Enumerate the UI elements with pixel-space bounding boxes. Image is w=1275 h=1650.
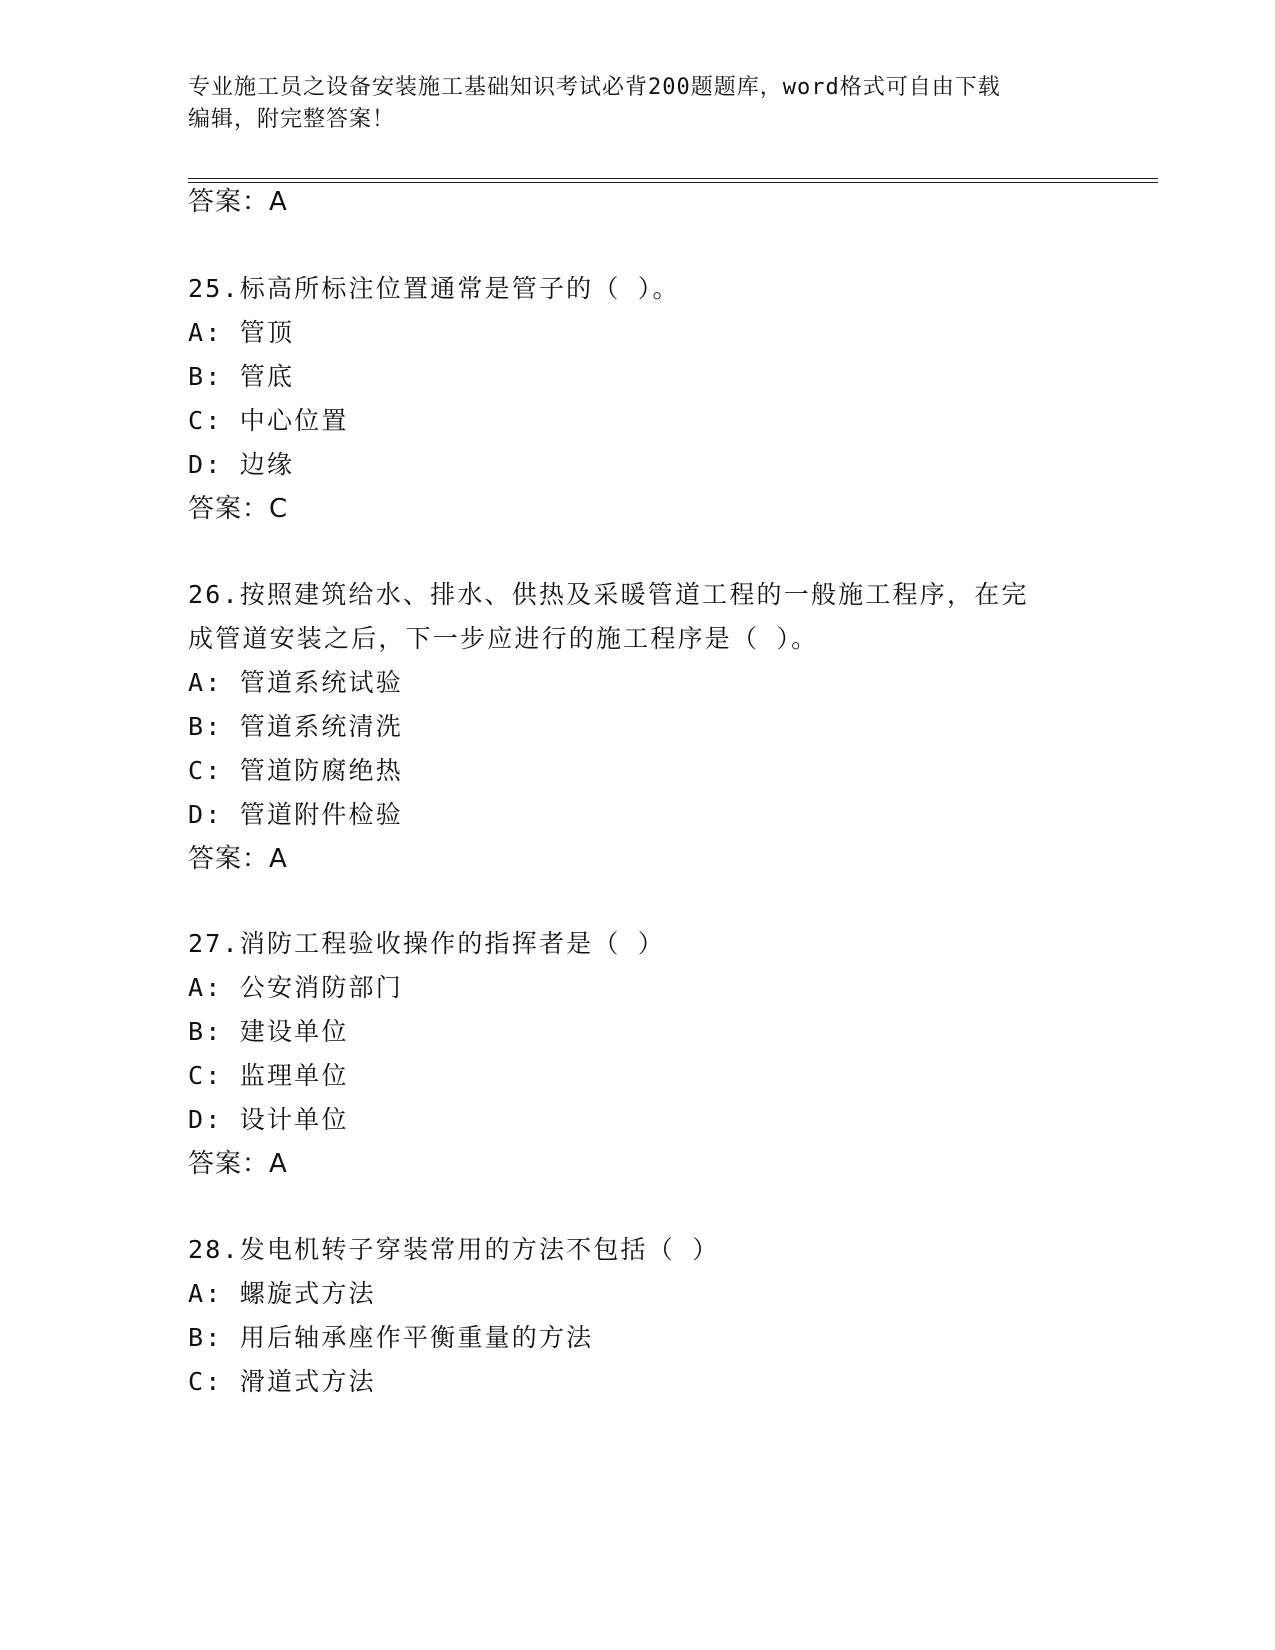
question-27-option-b: B: 建设单位 [188, 1017, 349, 1046]
question-26-option-d: D: 管道附件检验 [188, 800, 403, 829]
header-divider [188, 178, 1158, 183]
header-title-line2: 编辑，附完整答案！ [188, 107, 396, 132]
page-header [188, 72, 1088, 136]
question-25-option-b: B: 管底 [188, 362, 295, 391]
header-title-line1: 专业施工员之设备安装施工基础知识考试必背200题题库，word格式可自由下载 [188, 75, 1001, 100]
question-28-stem: 28.发电机转子穿装常用的方法不包括（ ） [188, 1235, 720, 1264]
answer-26: 答案：A [188, 844, 288, 874]
question-27-stem: 27.消防工程验收操作的指挥者是（ ） [188, 929, 666, 958]
answer-25: 答案：C [188, 494, 289, 524]
question-28-option-a: A: 螺旋式方法 [188, 1279, 376, 1308]
question-26-stem-line1: 26.按照建筑给水、排水、供热及采暖管道工程的一般施工程序，在完 [188, 580, 1029, 609]
question-26-stem-line2: 成管道安装之后，下一步应进行的施工程序是（ ）。 [188, 624, 819, 653]
question-25-option-d: D: 边缘 [188, 450, 295, 479]
question-28-option-b: B: 用后轴承座作平衡重量的方法 [188, 1323, 594, 1352]
question-27-option-a: A: 公安消防部门 [188, 973, 403, 1002]
question-28-option-c: C: 滑道式方法 [188, 1367, 376, 1396]
answer-27: 答案：A [188, 1149, 288, 1179]
question-27-option-c: C: 监理单位 [188, 1061, 349, 1090]
question-26-option-a: A: 管道系统试验 [188, 668, 403, 697]
question-26-option-c: C: 管道防腐绝热 [188, 756, 403, 785]
answer-24: 答案：A [188, 187, 288, 217]
question-27-option-d: D: 设计单位 [188, 1105, 349, 1134]
question-25-option-a: A: 管顶 [188, 318, 295, 347]
question-25-stem: 25.标高所标注位置通常是管子的（ ）。 [188, 274, 680, 303]
question-25-option-c: C: 中心位置 [188, 406, 349, 435]
question-26-option-b: B: 管道系统清洗 [188, 712, 403, 741]
